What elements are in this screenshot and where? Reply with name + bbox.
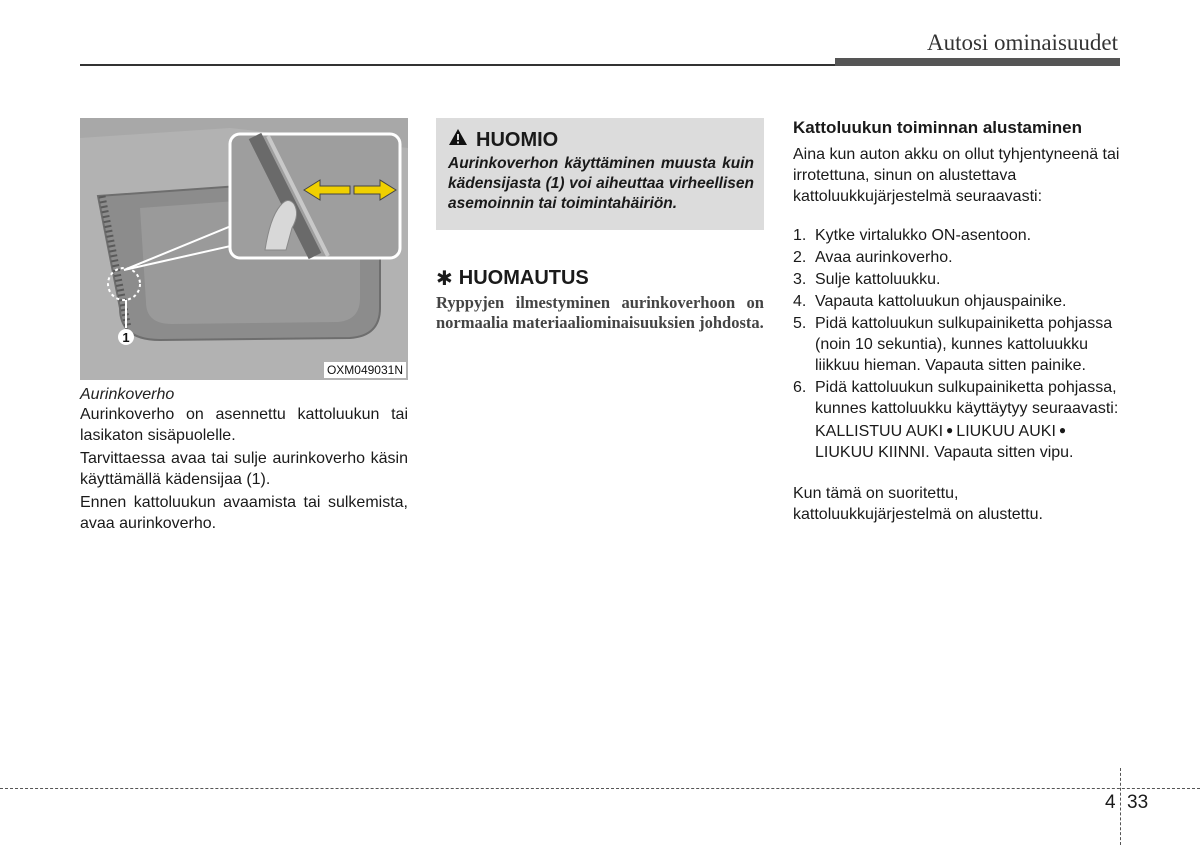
sequence-tail: Vapauta sitten vipu. [934,444,1074,461]
list-item [793,377,1121,419]
section-intro: Aina kun auton akku on ollut tyhjentyneenä tai irrotettuna, sinun on alustettava kattoluukkujärjestelmä seuraavasti: [793,146,1120,205]
paragraph: Tarvittaessa avaa tai sulje aurinkoverho käsin käyttämällä kädensijaa (1). [80,450,408,488]
header-rule [80,64,835,66]
page-header-title: Autosi ominaisuudet [926,30,1118,55]
left-column [80,118,408,536]
step-number: 2. [793,249,807,266]
figure-callout-number: 1 [122,330,130,345]
figure-caption: Aurinkoverho [80,386,175,403]
list-item [793,313,1121,376]
section-title: Kattoluukun toiminnan alustaminen [793,118,1083,137]
step-number: 5. [793,315,807,332]
separator-dot-icon: ● [1058,423,1067,437]
step-list [793,225,1121,419]
step-number: 1. [793,227,807,244]
note-text: Ryppyjen ilmestyminen aurinkoverhoon on normaalia materiaaliominaisuuksien johdosta. [436,293,764,332]
step-number: 6. [793,379,807,396]
step-text: Avaa aurinkoverho. [815,249,953,266]
paragraph: Ennen kattoluukun avaamista tai sulkemista, avaa aurinkoverho. [80,494,408,532]
step-text: Sulje kattoluukku. [815,271,941,288]
header-rule-accent [835,58,1120,66]
caution-text: Aurinkoverhon käyttäminen muusta kuin kädensijasta (1) voi aiheuttaa virheellisen asemoinnin tai toimintahäiriön. [448,155,754,212]
caution-box [436,118,764,230]
step-number: 3. [793,271,807,288]
list-item [793,291,1121,312]
section-outro: Kun tämä on suoritettu, kattoluukkujärjestelmä on alustettu. [793,485,1043,523]
asterisk-icon: ✱ [436,268,453,290]
middle-column [436,118,764,333]
list-item [793,269,1121,290]
list-item [793,225,1121,246]
step-sequence [793,420,1121,463]
caution-title: HUOMIO [476,128,559,151]
list-item [793,247,1121,268]
sunshade-illustration [80,118,408,380]
caution-heading [448,128,754,152]
chapter-number: 4 [1105,792,1116,813]
note-heading [436,266,764,291]
paragraph: Aurinkoverho on asennettu kattoluukun tai lasikaton sisäpuolelle. [80,406,408,444]
footer-rule [0,788,1200,789]
step-text: Pidä kattoluukun sulkupainiketta pohjassa, kunnes kattoluukku käyttäytyy seuraavasti: [815,379,1119,417]
right-column [793,118,1121,527]
sequence-part: LIUKUU AUKI [956,423,1056,440]
separator-dot-icon: ● [946,423,954,437]
sunshade-figure [80,118,408,380]
footer-divider [1120,768,1121,845]
step-text: Kytke virtalukko ON-asentoon. [815,227,1032,244]
step-number: 4. [793,293,807,310]
step-text: Pidä kattoluukun sulkupainiketta pohjassa (noin 10 sekuntia), kunnes kattoluukku liikkuu hieman. Vapauta sitten painike. [815,315,1113,374]
sequence-part: KALLISTUU AUKI [815,423,944,440]
step-text: Vapauta kattoluukun ohjauspainike. [815,293,1067,310]
note-title: HUOMAUTUS [458,267,589,289]
warning-triangle-icon [448,128,468,152]
figure-code: OXM049031N [324,362,406,378]
page-number: 33 [1127,792,1149,813]
sequence-part: LIUKUU KIINNI. [815,444,930,461]
